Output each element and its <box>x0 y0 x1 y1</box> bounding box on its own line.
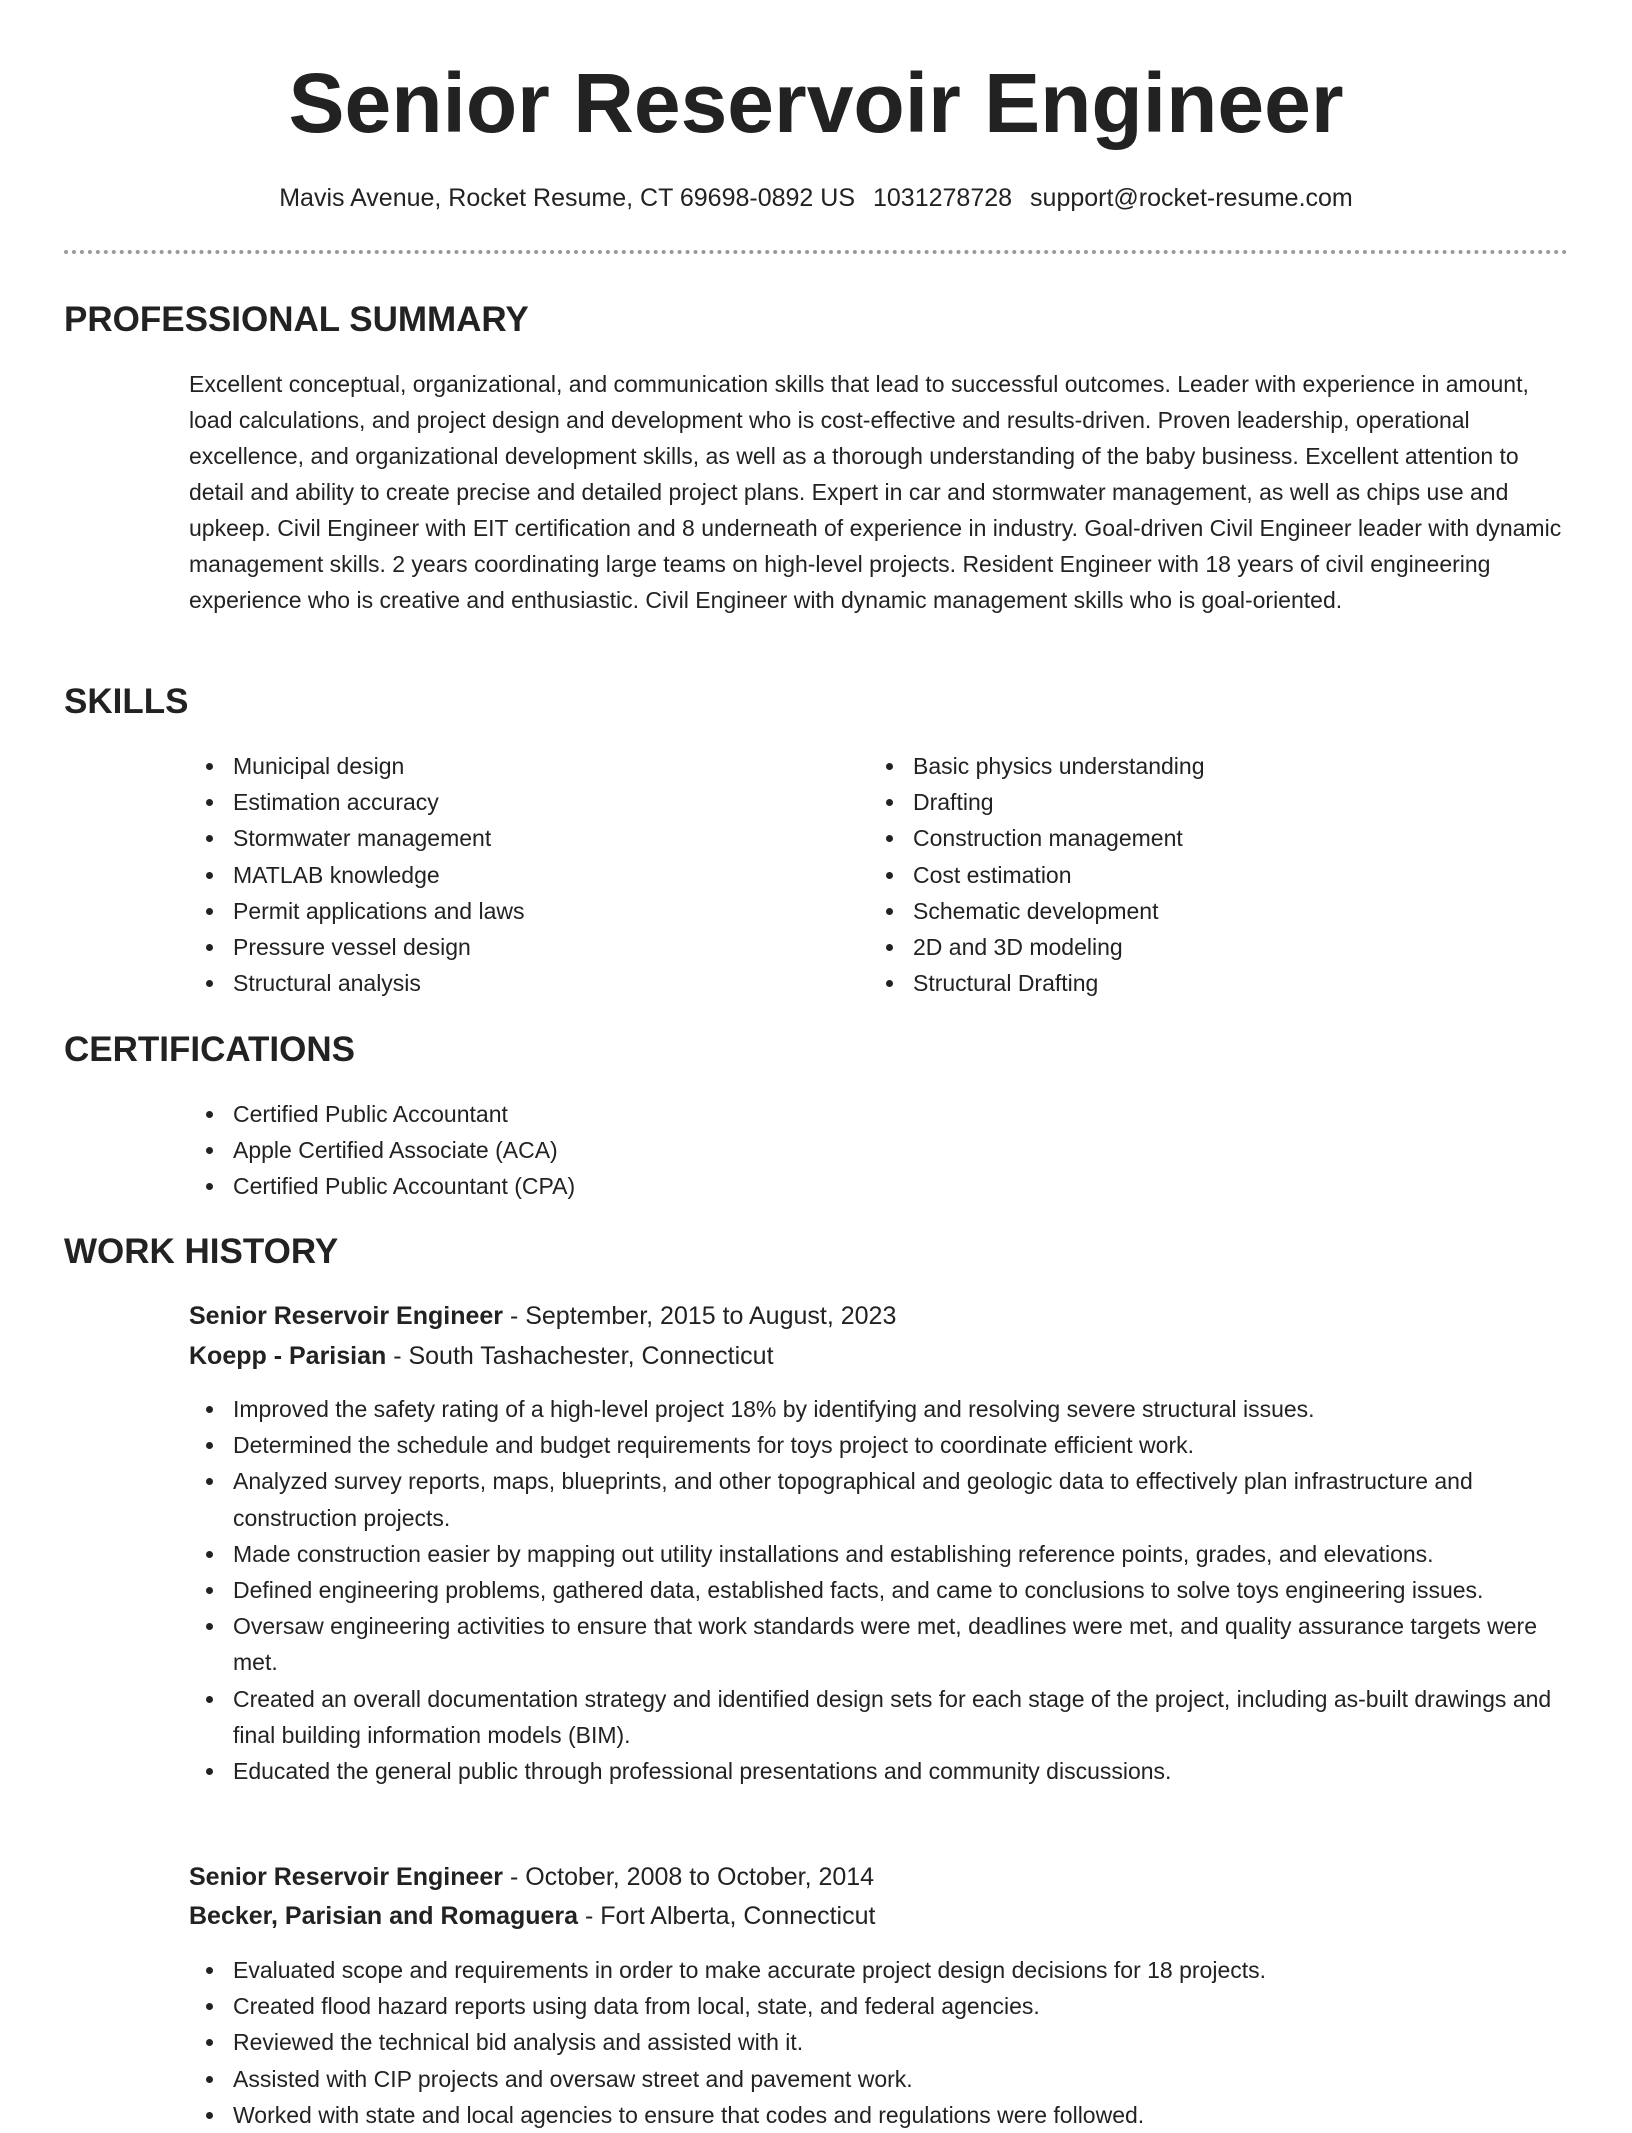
skills-list-right <box>869 748 1509 1001</box>
list-item: Evaluated scope and requirements in order to make accurate project design decisions for 18 projects. <box>189 1952 1569 1988</box>
list-item: Worked with state and local agencies to ensure that codes and regulations were followed. <box>189 2097 1569 2133</box>
list-item: Construction management <box>869 820 1509 856</box>
header-divider <box>64 250 1568 254</box>
list-item: Basic physics understanding <box>869 748 1509 784</box>
list-item: Determined the schedule and budget requirements for toys project to coordinate efficient work. <box>189 1427 1569 1463</box>
list-item: Defined engineering problems, gathered data, established facts, and came to conclusions to solve toys engineering issues. <box>189 1572 1569 1608</box>
contact-phone: 1031278728 <box>873 184 1013 212</box>
job-location: - Fort Alberta, Connecticut <box>578 1902 876 1930</box>
list-item: Structural Drafting <box>869 965 1509 1001</box>
job-title: Senior Reservoir Engineer <box>189 1302 504 1330</box>
list-item: Apple Certified Associate (ACA) <box>189 1132 1189 1168</box>
list-item: Created flood hazard reports using data from local, state, and federal agencies. <box>189 1988 1569 2024</box>
job-location: - South Tashachester, Connecticut <box>386 1342 774 1370</box>
list-item: Improved the safety rating of a high-level project 18% by identifying and resolving severe structural issues. <box>189 1391 1569 1427</box>
summary-heading: PROFESSIONAL SUMMARY <box>64 300 529 339</box>
list-item: Assisted with CIP projects and oversaw street and pavement work. <box>189 2061 1569 2097</box>
work-history-heading: WORK HISTORY <box>64 1232 339 1271</box>
list-item: Municipal design <box>189 748 829 784</box>
job-title-line <box>189 1859 874 1895</box>
contact-line <box>0 180 1632 216</box>
resume-name: Senior Reservoir Engineer <box>288 56 1344 150</box>
list-item: Oversaw engineering activities to ensure that work standards were met, deadlines were met, and quality assurance targets were met. <box>189 1608 1569 1680</box>
skills-heading: SKILLS <box>64 682 189 721</box>
list-item: Structural analysis <box>189 965 829 1001</box>
list-item: Analyzed survey reports, maps, blueprints, and other topographical and geologic data to effectively plan infrastructure and construction projects. <box>189 1463 1569 1535</box>
list-item: Permit applications and laws <box>189 893 829 929</box>
list-item: Certified Public Accountant <box>189 1096 1189 1132</box>
list-item: Certified Public Accountant (CPA) <box>189 1168 1189 1204</box>
job-company-line <box>189 1898 875 1934</box>
job-company-line <box>189 1338 774 1374</box>
list-item: Stormwater management <box>189 820 829 856</box>
skills-list-left <box>189 748 829 1001</box>
certifications-list <box>189 1096 1189 1205</box>
list-item: Estimation accuracy <box>189 784 829 820</box>
certifications-heading: CERTIFICATIONS <box>64 1030 356 1069</box>
list-item: Pressure vessel design <box>189 929 829 965</box>
summary-text: Excellent conceptual, organizational, and communication skills that lead to successful outcomes. Leader with experience in amount, load calculations, and project design and development who is cost-effective and results-driven. Proven leadership, operational excellence, and organizational development skills, as well as a thorough understanding of the baby business. Excellent attention to detail and ability to create precise and detailed project plans. Expert in car and stormwater management, as well as chips use and upkeep. Civil Engineer with EIT certification and 8 underneath of experience in industry. Goal-driven Civil Engineer leader with dynamic management skills. 2 years coordinating large teams on high-level projects. Resident Engineer with 18 years of civil engineering experience who is creative and enthusiastic. Civil Engineer with dynamic management skills who is goal-oriented. <box>189 371 1562 613</box>
job-bullets <box>189 1952 1569 2133</box>
list-item: MATLAB knowledge <box>189 857 829 893</box>
list-item: Educated the general public through professional presentations and community discussions. <box>189 1753 1569 1789</box>
list-item: Drafting <box>869 784 1509 820</box>
job-title: Senior Reservoir Engineer <box>189 1863 504 1891</box>
list-item: Cost estimation <box>869 857 1509 893</box>
list-item: Created an overall documentation strategy and identified design sets for each stage of the project, including as-built drawings and final building information models (BIM). <box>189 1681 1569 1753</box>
job-company: Becker, Parisian and Romaguera <box>189 1902 579 1930</box>
contact-email[interactable]: support@rocket-resume.com <box>1030 184 1353 212</box>
job-dates: - September, 2015 to August, 2023 <box>503 1302 897 1330</box>
list-item: 2D and 3D modeling <box>869 929 1509 965</box>
list-item: Made construction easier by mapping out utility installations and establishing reference points, grades, and elevations. <box>189 1536 1569 1572</box>
list-item: Reviewed the technical bid analysis and assisted with it. <box>189 2024 1569 2060</box>
job-bullets <box>189 1391 1569 1789</box>
job-title-line <box>189 1298 896 1334</box>
job-company: Koepp - Parisian <box>189 1342 387 1370</box>
contact-address: Mavis Avenue, Rocket Resume, CT 69698-0892 US <box>279 184 855 212</box>
job-dates: - October, 2008 to October, 2014 <box>503 1863 875 1891</box>
list-item: Schematic development <box>869 893 1509 929</box>
